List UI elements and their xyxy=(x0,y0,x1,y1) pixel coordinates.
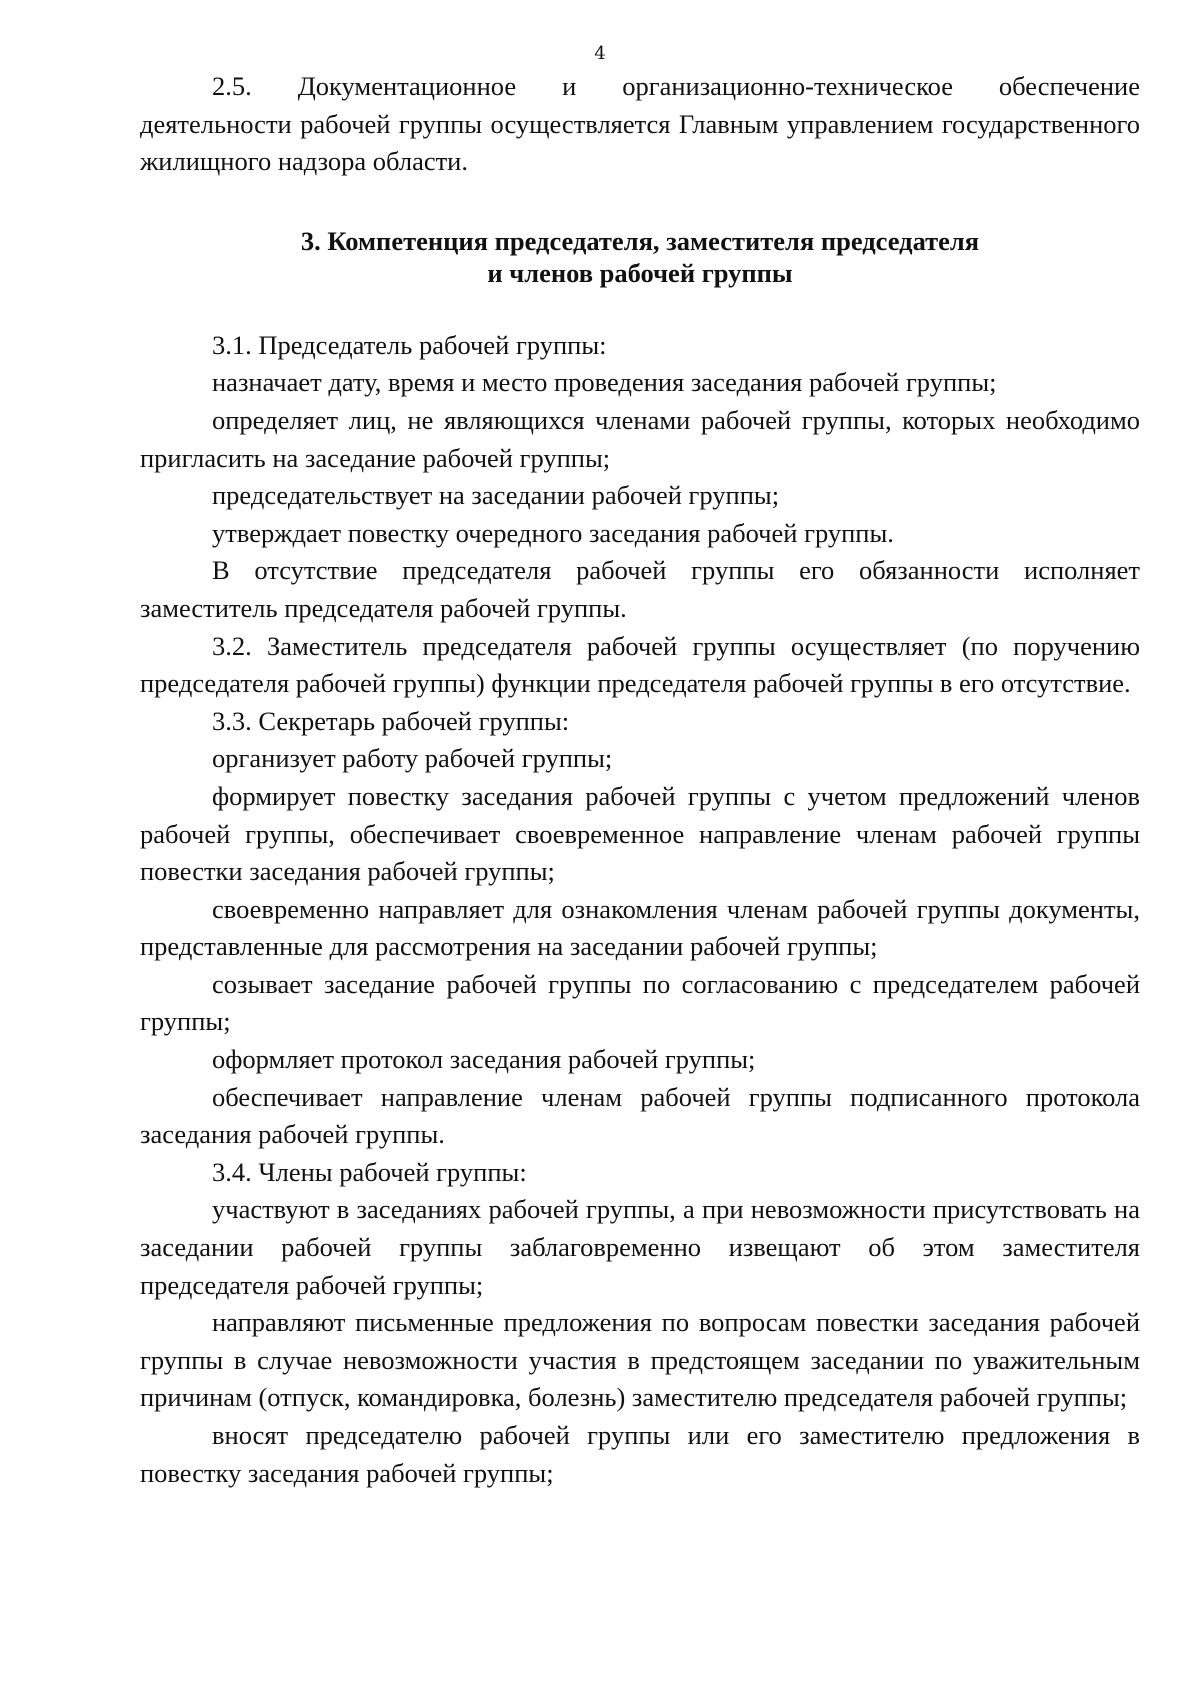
paragraph: участвуют в заседаниях рабочей группы, а при невозможности присутствовать на заседании рабочей группы заблаговременно извещают об этом заместителя председателя рабочей группы; xyxy=(140,1194,1140,1300)
paragraph: обеспечивает направление членам рабочей группы подписанного протокола заседания рабочей группы. xyxy=(140,1081,1140,1150)
document-body xyxy=(140,68,1140,1492)
paragraph-3-2: 3.2. Заместитель председателя рабочей группы осуществляет (по поручению председателя рабочей группы) функции председателя рабочей группы в его отсутствие. xyxy=(140,630,1140,699)
paragraph: В отсутствие председателя рабочей группы его обязанности исполняет заместитель председателя рабочей группы. xyxy=(140,555,1140,623)
paragraph: своевременно направляет для ознакомления членам рабочей группы документы, представленные для рассмотрения на заседании рабочей группы; xyxy=(140,893,1140,962)
section-3-heading-line-1: 3. Компетенция председателя, заместителя председателя xyxy=(300,225,980,256)
paragraph-2-5: 2.5. Документационное и организационно-техническое обеспечение деятельности рабочей группы осуществляется Главным управлением государственного жилищного надзора области. xyxy=(140,71,1140,177)
paragraph-3-4: 3.4. Члены рабочей группы: xyxy=(212,1156,527,1187)
page-number: 4 xyxy=(594,43,606,64)
paragraph: определяет лиц, не являющихся членами рабочей группы, которых необходимо пригласить на заседание рабочей группы; xyxy=(140,404,1140,473)
paragraph: организует работу рабочей группы; xyxy=(212,743,613,774)
section-3-heading xyxy=(140,225,1140,289)
paragraph: направляют письменные предложения по вопросам повестки заседания рабочей группы в случае невозможности участия в предстоящем заседании по уважительным причинам (отпуск, командировка, болезнь) заместителю председателя рабочей группы; xyxy=(140,1307,1140,1413)
paragraph: оформляет протокол заседания рабочей группы; xyxy=(212,1044,756,1075)
paragraph-3-1: 3.1. Председатель рабочей группы: xyxy=(212,329,607,360)
paragraph: утверждает повестку очередного заседания рабочей группы. xyxy=(212,517,894,548)
paragraph-3-3: 3.3. Секретарь рабочей группы: xyxy=(212,705,570,736)
paragraph: вносят председателю рабочей группы или его заместителю предложения в повестку заседания рабочей группы; xyxy=(140,1420,1140,1488)
paragraph: председательствует на заседании рабочей группы; xyxy=(212,480,780,511)
paragraph: созывает заседание рабочей группы по согласованию с председателем рабочей группы; xyxy=(140,968,1140,1037)
paragraph: формирует повестку заседания рабочей группы с учетом предложений членов рабочей группы, обеспечивает своевременное направление членам рабочей группы повестки заседания рабочей группы; xyxy=(140,780,1140,887)
section-3-heading-line-2: и членов рабочей группы xyxy=(487,257,793,288)
paragraph: назначает дату, время и место проведения заседания рабочей группы; xyxy=(212,367,997,398)
